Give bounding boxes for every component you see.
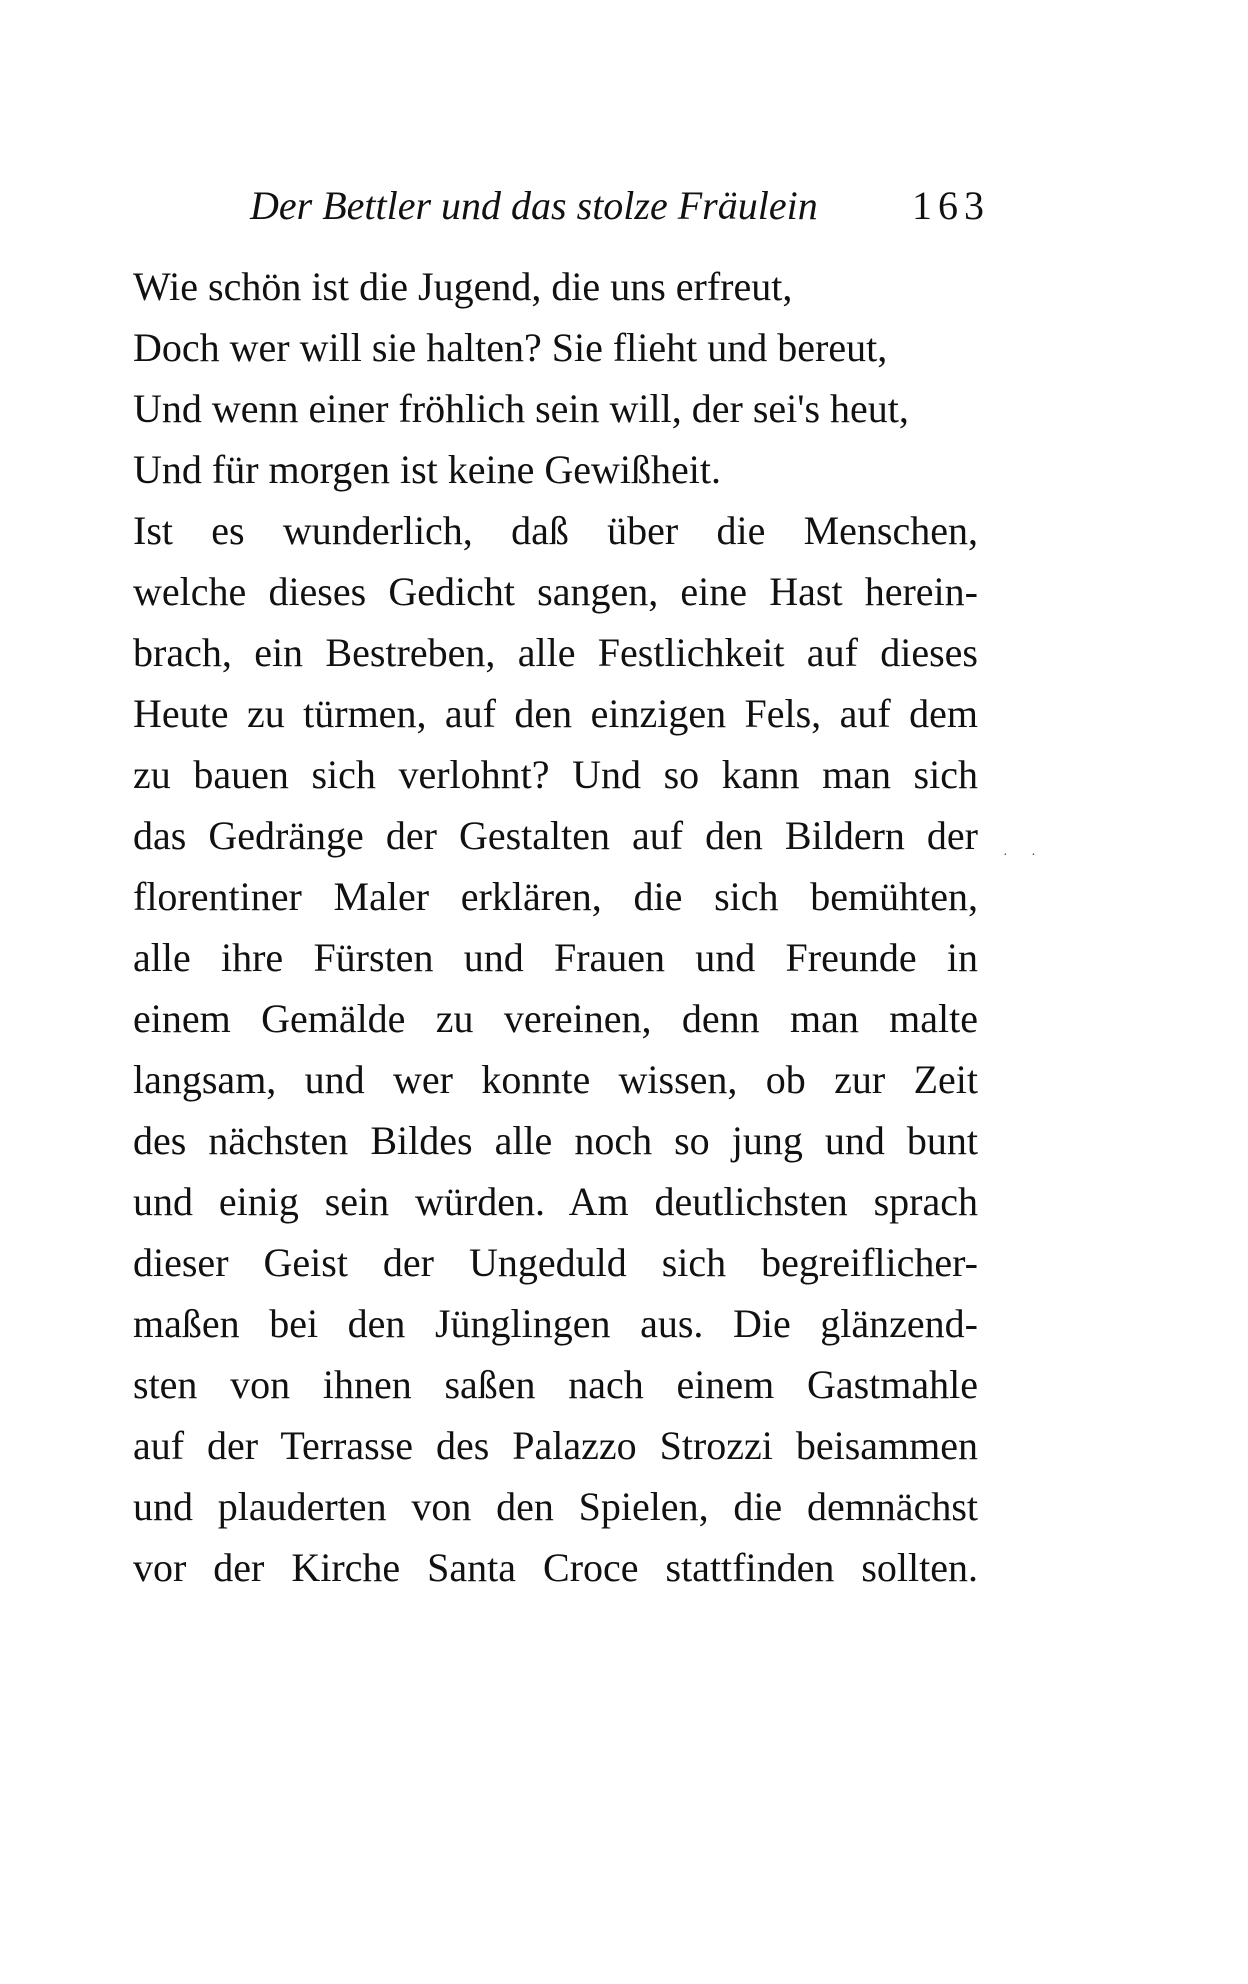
prose-line: alle ihre Fürsten und Frauen und Freunde in xyxy=(133,935,978,980)
running-title: Der Bettler und das stolze Fräulein xyxy=(250,183,818,228)
prose-line: auf der Terrasse des Palazzo Strozzi beisammen xyxy=(133,1423,978,1468)
verse-line: Und wenn einer fröhlich sein will, der sei's heut, xyxy=(133,386,909,431)
verse-stanza xyxy=(133,256,978,500)
prose-line: und plauderten von den Spielen, die demnächst xyxy=(133,1484,978,1529)
prose-line: des nächsten Bildes alle noch so jung und bunt xyxy=(133,1118,978,1163)
prose-line: zu bauen sich verlohnt? Und so kann man sich xyxy=(133,752,978,797)
text-block xyxy=(133,256,978,1598)
prose-line: einem Gemälde zu vereinen, denn man malte xyxy=(133,996,978,1041)
prose-line: sten von ihnen saßen nach einem Gastmahle xyxy=(133,1362,978,1407)
prose-line: dieser Geist der Ungeduld sich begreiflicher- xyxy=(133,1240,978,1285)
page-number: 163 xyxy=(912,183,990,228)
running-head xyxy=(250,176,990,236)
verse-line: Und für morgen ist keine Gewißheit. xyxy=(133,447,722,492)
prose-paragraph xyxy=(133,500,978,1598)
scan-speck-mark: · · xyxy=(1003,848,1046,863)
verse-line: Doch wer will sie halten? Sie flieht und bereut, xyxy=(133,325,888,370)
prose-line: welche dieses Gedicht sangen, eine Hast herein- xyxy=(133,569,978,614)
prose-line: das Gedränge der Gestalten auf den Bildern der xyxy=(133,813,978,858)
prose-line: vor der Kirche Santa Croce stattfinden sollten. xyxy=(133,1545,978,1590)
prose-line: maßen bei den Jünglingen aus. Die glänzend- xyxy=(133,1301,978,1346)
verse-line: Wie schön ist die Jugend, die uns erfreut, xyxy=(133,264,793,309)
prose-line: Heute zu türmen, auf den einzigen Fels, auf dem xyxy=(133,691,978,736)
prose-line: und einig sein würden. Am deutlichsten sprach xyxy=(133,1179,978,1224)
prose-line: langsam, und wer konnte wissen, ob zur Zeit xyxy=(133,1057,978,1102)
prose-line: Ist es wunderlich, daß über die Menschen, xyxy=(133,508,978,553)
prose-line: brach, ein Bestreben, alle Festlichkeit auf dieses xyxy=(133,630,978,675)
prose-line: florentiner Maler erklären, die sich bemühten, xyxy=(133,874,978,919)
